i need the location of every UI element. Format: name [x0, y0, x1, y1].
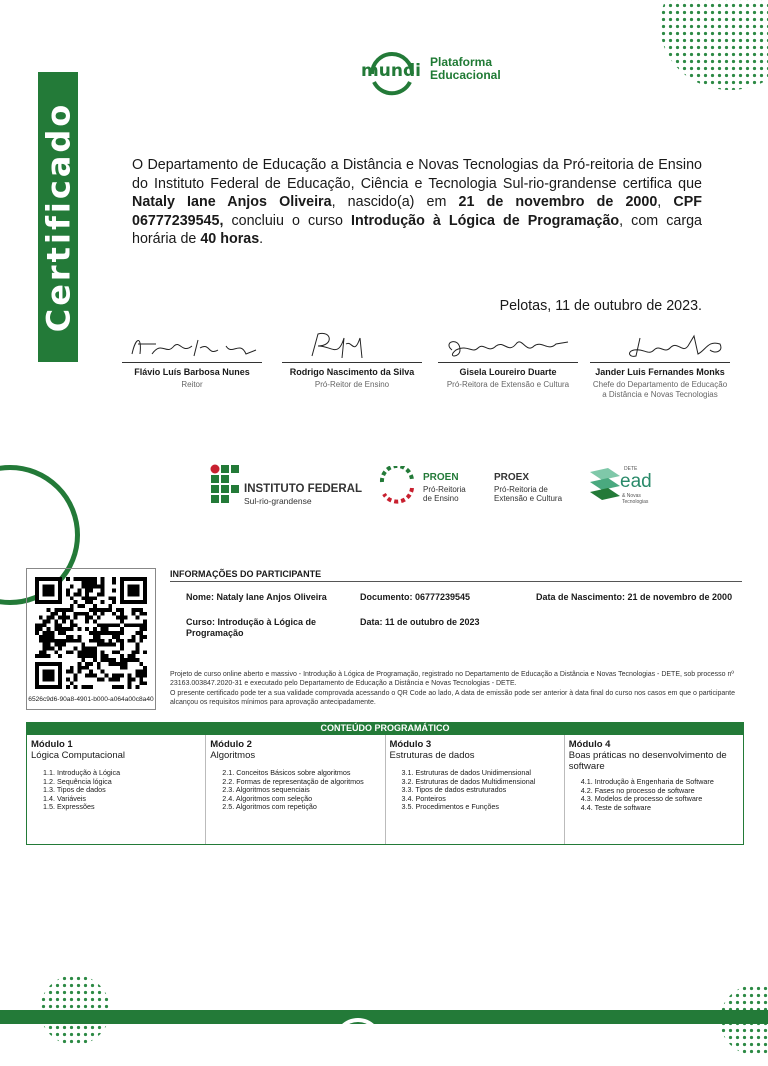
- if-subname: Sul-rio-grandense: [244, 496, 312, 506]
- handwritten-signature-icon: [122, 332, 262, 360]
- module-item: 2.2. Formas de representação de algoritmos: [222, 776, 364, 786]
- info-course-line-2: Programação: [186, 628, 244, 638]
- module-item: 4.2. Fases no processo de software: [580, 785, 695, 795]
- signer-name: Gisela Loureiro Duarte: [459, 367, 557, 377]
- module-item: 2.5. Algoritmos com repetição: [222, 802, 317, 811]
- validation-note: O presente certificado pode ter a sua validade comprovada acessando o QR Code ao lado, A data de emissão pode ser anterior à data final do curso nos casos em que o participante alcançou os requisitos mínimos para aprovação antecipadamente.: [170, 690, 736, 706]
- module-item: 1.3. Tipos de dados: [43, 785, 106, 794]
- info-date: Data: 11 de outubro de 2023: [360, 617, 480, 627]
- proen-title: PROEN: [423, 472, 459, 483]
- module-item: 3.3. Tipos de dados estruturados: [401, 785, 507, 794]
- ead-sub-2: Tecnologias: [622, 499, 649, 505]
- info-birth-date: Data de Nascimento: 21 de novembro de 2000: [536, 592, 733, 602]
- signer-role: Pró-Reitora de Extensão e Cultura: [446, 380, 570, 389]
- module-title: Módulo 3: [389, 739, 432, 750]
- if-name: INSTITUTO FEDERAL: [244, 483, 362, 495]
- if-logo: [210, 464, 370, 508]
- qr-code-box: [26, 568, 156, 710]
- ead-stripes-icon: [588, 466, 622, 506]
- proen-logo: [376, 466, 476, 506]
- module-item: 1.2. Sequência lógica: [43, 776, 112, 786]
- module-subtitle: Lógica Computacional: [31, 750, 126, 761]
- module-title: Módulo 1: [31, 739, 73, 750]
- participant-info-divider: [170, 581, 742, 582]
- module-item: 1.1. Introdução à Lógica: [43, 768, 121, 777]
- cpf: CPF 06777239545,: [132, 194, 702, 229]
- mundi-tagline-1: Plataforma: [430, 55, 493, 69]
- module-subtitle: Estruturas de dados: [389, 750, 475, 761]
- mundi-logo: [360, 38, 510, 100]
- proex-sub-2: Extensão e Cultura: [494, 494, 563, 503]
- module-item: 3.4. Ponteiros: [401, 793, 446, 803]
- module-item: 4.3. Modelos de processo de software: [580, 794, 703, 803]
- participant-info-title: INFORMAÇÕES DO PARTICIPANTE: [170, 569, 322, 579]
- signer-name: Jander Luis Fernandes Monks: [595, 367, 725, 377]
- ead-sub-1: & Novas: [622, 493, 641, 499]
- module-1: [27, 735, 206, 844]
- registration-note: Projeto de curso online aberto e massivo - Introdução à Lógica de Programação, registrado no Departamento de Educação a Distância e Novas Tecnologias - DETE, sob processo nº 23163.003847.2020-31 e executado pelo Departamento de Educação a Distância e Novas Tecnologias - DETE.: [170, 671, 734, 687]
- module-item: 1.5. Expressões: [43, 802, 95, 811]
- module-title: Módulo 4: [568, 739, 611, 750]
- side-title: Certificado: [39, 101, 78, 333]
- ead-small-label: DETE: [624, 466, 638, 472]
- info-document: Documento: 06777239545: [360, 592, 471, 602]
- handwritten-signature-icon: [590, 332, 730, 360]
- program-content-title: CONTEÚDO PROGRAMÁTICO: [26, 722, 744, 735]
- proen-sub-1: Pró-Reitoria: [423, 485, 466, 494]
- course-hours: 40 horas: [200, 231, 260, 248]
- handwritten-signature-icon: [438, 332, 578, 360]
- module-item: 2.4. Algoritmos com seleção: [222, 793, 313, 803]
- module-item: 3.2. Estruturas de dados Multidimensional: [401, 776, 536, 786]
- signer-name: Flávio Luís Barbosa Nunes: [134, 367, 250, 377]
- module-2: [206, 735, 385, 844]
- participant-name: Nataly Iane Anjos Oliveira: [132, 194, 332, 211]
- signature-pro-reitora-extensao: [438, 332, 578, 390]
- ead-label: ead: [620, 471, 652, 492]
- signer-role: Chefe do Departamento de Educação: [592, 380, 728, 389]
- info-course-line-1: Curso: Introdução à Lógica de: [186, 617, 317, 627]
- module-subtitle: Boas práticas no desenvolvimento de software: [568, 750, 727, 772]
- footer-ring: [334, 1018, 382, 1066]
- handwritten-signature-icon: [282, 332, 422, 360]
- proen-sub-2: de Ensino: [423, 494, 459, 503]
- ead-logo: [588, 464, 658, 508]
- qr-code-id: 6526c9d6-90a8-4901-b000-a064a00c8a40: [28, 696, 154, 703]
- mundi-brand-text: mundi: [361, 61, 421, 81]
- if-grid-icon: [210, 464, 240, 504]
- module-3: [386, 735, 565, 844]
- issue-date-line: Pelotas, 11 de outubro de 2023.: [499, 298, 702, 314]
- proex-sub-1: Pró-Reitoria de: [494, 485, 548, 494]
- modules-table: [26, 735, 744, 845]
- info-name: Nome: Nataly Iane Anjos Oliveira: [186, 592, 327, 602]
- module-item: 2.3. Algoritmos sequenciais: [222, 785, 310, 794]
- mundi-tagline-2: Educacional: [430, 68, 501, 82]
- module-4: [565, 735, 743, 844]
- signature-reitor: [122, 332, 262, 390]
- signature-pro-reitor-ensino: [282, 332, 422, 390]
- footer-bar: [0, 1010, 768, 1024]
- certificate-text: O Departamento de Educação a Distância e Novas Tecnologias da Pró-reitoria de Ensino do Instituto Federal de Educação, Ciência e Tecnologia Sul-rio-grandense certifica que Nataly Iane Anjos Oliveira, nascido(a) em 21 de novembro de 2000, CPF 06777239545, concluiu o curso Introdução à Lógica de Programação, com carga horária de 40 horas.: [132, 157, 702, 248]
- proen-ring-icon: [376, 466, 418, 506]
- birth-date: 21 de novembro de 2000: [458, 194, 658, 211]
- module-title: Módulo 2: [210, 739, 252, 750]
- module-item: 1.4. Variáveis: [43, 793, 87, 803]
- module-item: 4.4. Teste de software: [580, 802, 651, 812]
- signer-name: Rodrigo Nascimento da Silva: [289, 367, 415, 377]
- module-subtitle: Algoritmos: [210, 750, 256, 761]
- module-item: 3.5. Procedimentos e Funções: [401, 802, 499, 811]
- signature-chefe-dete: [590, 332, 730, 400]
- module-item: 3.1. Estruturas de dados Unidimensional: [401, 768, 531, 777]
- proex-title: PROEX: [494, 472, 530, 483]
- course-name: Introdução à Lógica de Programação: [351, 212, 620, 229]
- signer-role: Pró-Reitor de Ensino: [314, 380, 390, 389]
- signer-role-line-2: a Distância e Novas Tecnologias: [602, 390, 718, 399]
- decor-dots-top-right: [660, 0, 768, 90]
- module-item: 2.1. Conceitos Básicos sobre algoritmos: [222, 768, 351, 777]
- qr-code-icon[interactable]: [35, 577, 147, 689]
- module-item: 4.1. Introdução à Engenharia de Software: [580, 777, 714, 786]
- signer-role: Reitor: [181, 380, 203, 389]
- proex-logo: [494, 466, 584, 506]
